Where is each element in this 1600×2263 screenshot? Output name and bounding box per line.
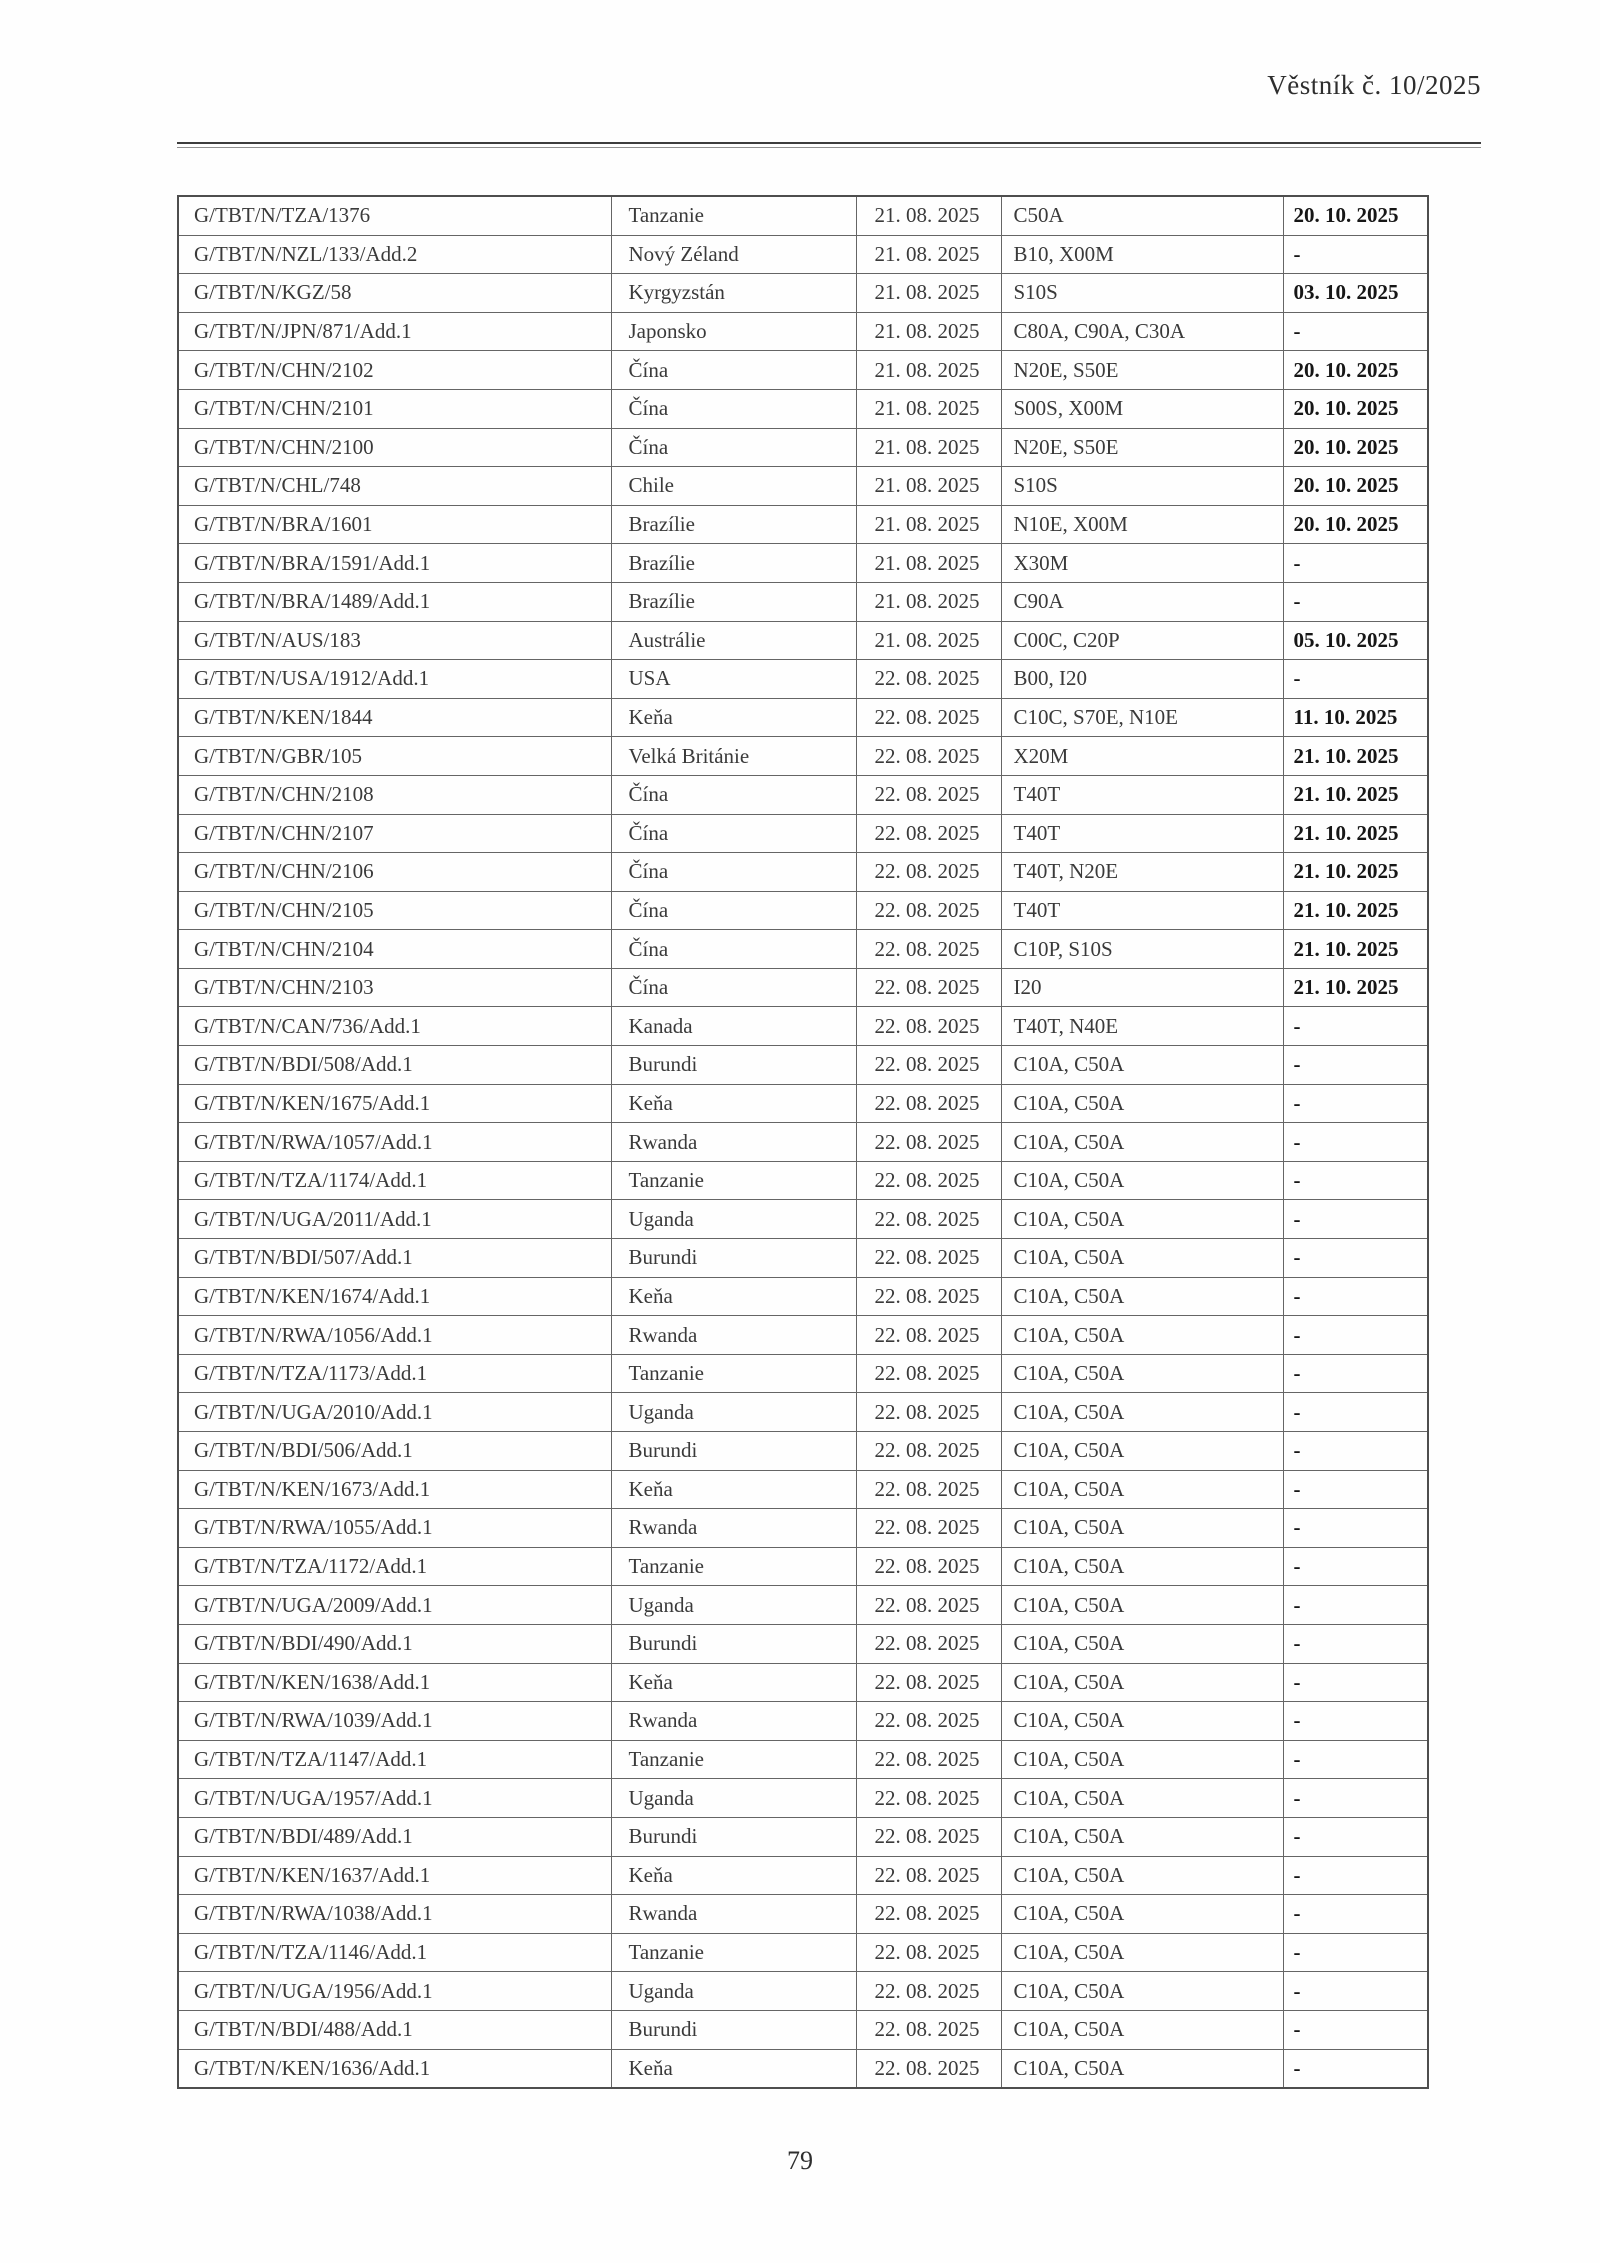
notification-cell: G/TBT/N/UGA/2009/Add.1: [178, 1586, 611, 1625]
codes-cell: C90A: [1001, 582, 1283, 621]
table-row: [178, 2010, 1428, 2049]
codes-cell: C10A, C50A: [1001, 1354, 1283, 1393]
notification-cell: G/TBT/N/BDI/508/Add.1: [178, 1046, 611, 1085]
notification-cell: G/TBT/N/CHN/2100: [178, 428, 611, 467]
notification-cell: G/TBT/N/CHN/2103: [178, 968, 611, 1007]
country-cell: Rwanda: [611, 1702, 856, 1741]
table-row: [178, 1123, 1428, 1162]
country-cell: Brazílie: [611, 582, 856, 621]
deadline-cell: 21. 10. 2025: [1283, 737, 1428, 776]
deadline-cell: -: [1283, 1007, 1428, 1046]
codes-cell: X30M: [1001, 544, 1283, 583]
country-cell: Burundi: [611, 1817, 856, 1856]
table-row: [178, 1817, 1428, 1856]
codes-cell: T40T: [1001, 891, 1283, 930]
country-cell: Kyrgyzstán: [611, 274, 856, 313]
table-row: [178, 930, 1428, 969]
date-cell: 21. 08. 2025: [856, 235, 1001, 274]
date-cell: 21. 08. 2025: [856, 544, 1001, 583]
table-row: [178, 1895, 1428, 1934]
country-cell: Uganda: [611, 1972, 856, 2011]
table-row: [178, 1663, 1428, 1702]
table-row: [178, 891, 1428, 930]
country-cell: Keňa: [611, 1084, 856, 1123]
deadline-cell: 21. 10. 2025: [1283, 891, 1428, 930]
date-cell: 22. 08. 2025: [856, 930, 1001, 969]
notification-cell: G/TBT/N/CHN/2108: [178, 775, 611, 814]
date-cell: 21. 08. 2025: [856, 582, 1001, 621]
country-cell: Uganda: [611, 1200, 856, 1239]
codes-cell: B10, X00M: [1001, 235, 1283, 274]
table-row: [178, 1316, 1428, 1355]
date-cell: 22. 08. 2025: [856, 1586, 1001, 1625]
date-cell: 21. 08. 2025: [856, 312, 1001, 351]
deadline-cell: 03. 10. 2025: [1283, 274, 1428, 313]
date-cell: 22. 08. 2025: [856, 2049, 1001, 2088]
deadline-cell: -: [1283, 1354, 1428, 1393]
table-row: [178, 428, 1428, 467]
page-header-title: Věstník č. 10/2025: [1267, 70, 1481, 100]
codes-cell: C10A, C50A: [1001, 1740, 1283, 1779]
codes-cell: I20: [1001, 968, 1283, 1007]
notification-cell: G/TBT/N/CHN/2107: [178, 814, 611, 853]
table-row: [178, 1393, 1428, 1432]
date-cell: 22. 08. 2025: [856, 1316, 1001, 1355]
codes-cell: C10A, C50A: [1001, 1470, 1283, 1509]
codes-cell: B00, I20: [1001, 660, 1283, 699]
country-cell: Burundi: [611, 2010, 856, 2049]
codes-cell: C10A, C50A: [1001, 1972, 1283, 2011]
country-cell: Rwanda: [611, 1895, 856, 1934]
date-cell: 22. 08. 2025: [856, 1547, 1001, 1586]
country-cell: Velká Británie: [611, 737, 856, 776]
deadline-cell: -: [1283, 1509, 1428, 1548]
date-cell: 21. 08. 2025: [856, 621, 1001, 660]
codes-cell: T40T: [1001, 775, 1283, 814]
country-cell: Austrálie: [611, 621, 856, 660]
codes-cell: C80A, C90A, C30A: [1001, 312, 1283, 351]
date-cell: 22. 08. 2025: [856, 1933, 1001, 1972]
deadline-cell: 20. 10. 2025: [1283, 505, 1428, 544]
notification-cell: G/TBT/N/BRA/1489/Add.1: [178, 582, 611, 621]
table-row: [178, 1972, 1428, 2011]
country-cell: Čína: [611, 891, 856, 930]
deadline-cell: -: [1283, 1702, 1428, 1741]
notification-cell: G/TBT/N/BDI/507/Add.1: [178, 1239, 611, 1278]
codes-cell: C10A, C50A: [1001, 1239, 1283, 1278]
date-cell: 22. 08. 2025: [856, 1740, 1001, 1779]
deadline-cell: -: [1283, 1663, 1428, 1702]
codes-cell: C10A, C50A: [1001, 1123, 1283, 1162]
codes-cell: X20M: [1001, 737, 1283, 776]
deadline-cell: -: [1283, 312, 1428, 351]
deadline-cell: -: [1283, 1740, 1428, 1779]
notification-cell: G/TBT/N/TZA/1173/Add.1: [178, 1354, 611, 1393]
notification-cell: G/TBT/N/TZA/1146/Add.1: [178, 1933, 611, 1972]
deadline-cell: -: [1283, 1624, 1428, 1663]
codes-cell: C10A, C50A: [1001, 1161, 1283, 1200]
table-row: [178, 1547, 1428, 1586]
date-cell: 22. 08. 2025: [856, 1895, 1001, 1934]
deadline-cell: -: [1283, 2010, 1428, 2049]
codes-cell: T40T, N40E: [1001, 1007, 1283, 1046]
notification-cell: G/TBT/N/AUS/183: [178, 621, 611, 660]
table-row: [178, 1277, 1428, 1316]
date-cell: 22. 08. 2025: [856, 853, 1001, 892]
table-row: [178, 235, 1428, 274]
notification-cell: G/TBT/N/UGA/2011/Add.1: [178, 1200, 611, 1239]
notification-cell: G/TBT/N/BDI/490/Add.1: [178, 1624, 611, 1663]
country-cell: Keňa: [611, 1663, 856, 1702]
notification-cell: G/TBT/N/TZA/1174/Add.1: [178, 1161, 611, 1200]
country-cell: Burundi: [611, 1624, 856, 1663]
country-cell: Čína: [611, 853, 856, 892]
date-cell: 22. 08. 2025: [856, 968, 1001, 1007]
date-cell: 22. 08. 2025: [856, 1624, 1001, 1663]
date-cell: 22. 08. 2025: [856, 660, 1001, 699]
country-cell: Čína: [611, 968, 856, 1007]
codes-cell: N20E, S50E: [1001, 351, 1283, 390]
table-row: [178, 467, 1428, 506]
notification-cell: G/TBT/N/KEN/1844: [178, 698, 611, 737]
country-cell: Rwanda: [611, 1316, 856, 1355]
table-row: [178, 1432, 1428, 1471]
table-row: [178, 814, 1428, 853]
deadline-cell: -: [1283, 1895, 1428, 1934]
codes-cell: C10A, C50A: [1001, 1702, 1283, 1741]
deadline-cell: -: [1283, 2049, 1428, 2088]
country-cell: Čína: [611, 389, 856, 428]
deadline-cell: -: [1283, 1200, 1428, 1239]
country-cell: Rwanda: [611, 1123, 856, 1162]
date-cell: 22. 08. 2025: [856, 1007, 1001, 1046]
deadline-cell: 20. 10. 2025: [1283, 389, 1428, 428]
country-cell: Tanzanie: [611, 1161, 856, 1200]
table-row: [178, 621, 1428, 660]
codes-cell: C50A: [1001, 196, 1283, 235]
notification-cell: G/TBT/N/CHN/2105: [178, 891, 611, 930]
deadline-cell: -: [1283, 544, 1428, 583]
table-row: [178, 698, 1428, 737]
date-cell: 22. 08. 2025: [856, 1470, 1001, 1509]
date-cell: 21. 08. 2025: [856, 274, 1001, 313]
date-cell: 22. 08. 2025: [856, 1161, 1001, 1200]
deadline-cell: -: [1283, 1277, 1428, 1316]
table-row: [178, 1200, 1428, 1239]
codes-cell: C10A, C50A: [1001, 1277, 1283, 1316]
deadline-cell: -: [1283, 1779, 1428, 1818]
deadline-cell: -: [1283, 1316, 1428, 1355]
table-row: [178, 737, 1428, 776]
country-cell: Keňa: [611, 1856, 856, 1895]
codes-cell: C10A, C50A: [1001, 1316, 1283, 1355]
deadline-cell: -: [1283, 582, 1428, 621]
notification-cell: G/TBT/N/KEN/1637/Add.1: [178, 1856, 611, 1895]
country-cell: Kanada: [611, 1007, 856, 1046]
deadline-cell: -: [1283, 1933, 1428, 1972]
codes-cell: C10A, C50A: [1001, 1895, 1283, 1934]
codes-cell: N20E, S50E: [1001, 428, 1283, 467]
country-cell: Čína: [611, 428, 856, 467]
country-cell: Uganda: [611, 1779, 856, 1818]
table-row: [178, 389, 1428, 428]
notification-cell: G/TBT/N/CHN/2102: [178, 351, 611, 390]
deadline-cell: -: [1283, 1432, 1428, 1471]
codes-cell: T40T, N20E: [1001, 853, 1283, 892]
date-cell: 22. 08. 2025: [856, 2010, 1001, 2049]
notification-cell: G/TBT/N/BDI/489/Add.1: [178, 1817, 611, 1856]
notification-cell: G/TBT/N/BDI/506/Add.1: [178, 1432, 611, 1471]
date-cell: 22. 08. 2025: [856, 1277, 1001, 1316]
date-cell: 21. 08. 2025: [856, 428, 1001, 467]
table-row: [178, 1046, 1428, 1085]
notification-cell: G/TBT/N/TZA/1172/Add.1: [178, 1547, 611, 1586]
notification-cell: G/TBT/N/CHN/2101: [178, 389, 611, 428]
deadline-cell: 05. 10. 2025: [1283, 621, 1428, 660]
codes-cell: C10A, C50A: [1001, 1933, 1283, 1972]
notification-cell: G/TBT/N/KEN/1673/Add.1: [178, 1470, 611, 1509]
country-cell: Čína: [611, 814, 856, 853]
table-body: [178, 196, 1428, 2088]
notification-cell: G/TBT/N/TZA/1147/Add.1: [178, 1740, 611, 1779]
country-cell: Tanzanie: [611, 1740, 856, 1779]
date-cell: 21. 08. 2025: [856, 389, 1001, 428]
date-cell: 22. 08. 2025: [856, 737, 1001, 776]
deadline-cell: 11. 10. 2025: [1283, 698, 1428, 737]
table-row: [178, 1509, 1428, 1548]
notification-cell: G/TBT/N/RWA/1057/Add.1: [178, 1123, 611, 1162]
deadline-cell: 20. 10. 2025: [1283, 196, 1428, 235]
notification-cell: G/TBT/N/KEN/1638/Add.1: [178, 1663, 611, 1702]
date-cell: 22. 08. 2025: [856, 891, 1001, 930]
deadline-cell: -: [1283, 1470, 1428, 1509]
notification-cell: G/TBT/N/KEN/1674/Add.1: [178, 1277, 611, 1316]
codes-cell: C10A, C50A: [1001, 1586, 1283, 1625]
notification-cell: G/TBT/N/UGA/1957/Add.1: [178, 1779, 611, 1818]
codes-cell: C10A, C50A: [1001, 2010, 1283, 2049]
notification-cell: G/TBT/N/BRA/1591/Add.1: [178, 544, 611, 583]
table-row: [178, 505, 1428, 544]
codes-cell: N10E, X00M: [1001, 505, 1283, 544]
date-cell: 22. 08. 2025: [856, 698, 1001, 737]
notification-cell: G/TBT/N/NZL/133/Add.2: [178, 235, 611, 274]
deadline-cell: 21. 10. 2025: [1283, 930, 1428, 969]
date-cell: 22. 08. 2025: [856, 1239, 1001, 1278]
table-row: [178, 1624, 1428, 1663]
page-number: 79: [787, 2146, 813, 2175]
country-cell: Keňa: [611, 2049, 856, 2088]
codes-cell: S10S: [1001, 467, 1283, 506]
country-cell: Brazílie: [611, 505, 856, 544]
country-cell: Burundi: [611, 1432, 856, 1471]
date-cell: 21. 08. 2025: [856, 351, 1001, 390]
country-cell: Čína: [611, 351, 856, 390]
country-cell: Tanzanie: [611, 1547, 856, 1586]
codes-cell: C10A, C50A: [1001, 1432, 1283, 1471]
table-row: [178, 1779, 1428, 1818]
deadline-cell: 21. 10. 2025: [1283, 968, 1428, 1007]
country-cell: Japonsko: [611, 312, 856, 351]
codes-cell: C10P, S10S: [1001, 930, 1283, 969]
date-cell: 22. 08. 2025: [856, 1972, 1001, 2011]
notification-cell: G/TBT/N/KEN/1675/Add.1: [178, 1084, 611, 1123]
deadline-cell: -: [1283, 1123, 1428, 1162]
notification-cell: G/TBT/N/CAN/736/Add.1: [178, 1007, 611, 1046]
date-cell: 21. 08. 2025: [856, 505, 1001, 544]
codes-cell: C10A, C50A: [1001, 1200, 1283, 1239]
deadline-cell: -: [1283, 1239, 1428, 1278]
codes-cell: C10A, C50A: [1001, 1817, 1283, 1856]
deadline-cell: -: [1283, 1856, 1428, 1895]
date-cell: 22. 08. 2025: [856, 1046, 1001, 1085]
country-cell: Burundi: [611, 1046, 856, 1085]
country-cell: Čína: [611, 775, 856, 814]
table-row: [178, 1239, 1428, 1278]
deadline-cell: 21. 10. 2025: [1283, 814, 1428, 853]
codes-cell: C10A, C50A: [1001, 2049, 1283, 2088]
date-cell: 22. 08. 2025: [856, 1702, 1001, 1741]
table-row: [178, 2049, 1428, 2088]
table-row: [178, 1161, 1428, 1200]
notification-cell: G/TBT/N/GBR/105: [178, 737, 611, 776]
codes-cell: T40T: [1001, 814, 1283, 853]
deadline-cell: 20. 10. 2025: [1283, 467, 1428, 506]
table-row: [178, 853, 1428, 892]
deadline-cell: -: [1283, 660, 1428, 699]
table-row: [178, 1470, 1428, 1509]
codes-cell: C10A, C50A: [1001, 1393, 1283, 1432]
codes-cell: S00S, X00M: [1001, 389, 1283, 428]
codes-cell: C00C, C20P: [1001, 621, 1283, 660]
deadline-cell: -: [1283, 1046, 1428, 1085]
deadline-cell: -: [1283, 1084, 1428, 1123]
codes-cell: C10A, C50A: [1001, 1084, 1283, 1123]
table-row: [178, 1856, 1428, 1895]
table-row: [178, 544, 1428, 583]
country-cell: Chile: [611, 467, 856, 506]
table-row: [178, 660, 1428, 699]
codes-cell: C10A, C50A: [1001, 1663, 1283, 1702]
notification-cell: G/TBT/N/USA/1912/Add.1: [178, 660, 611, 699]
notification-cell: G/TBT/N/UGA/1956/Add.1: [178, 1972, 611, 2011]
table-row: [178, 351, 1428, 390]
country-cell: Čína: [611, 930, 856, 969]
notification-cell: G/TBT/N/RWA/1039/Add.1: [178, 1702, 611, 1741]
date-cell: 22. 08. 2025: [856, 1779, 1001, 1818]
notification-cell: G/TBT/N/RWA/1038/Add.1: [178, 1895, 611, 1934]
notification-cell: G/TBT/N/KGZ/58: [178, 274, 611, 313]
deadline-cell: -: [1283, 1393, 1428, 1432]
table-row: [178, 582, 1428, 621]
codes-cell: C10A, C50A: [1001, 1856, 1283, 1895]
date-cell: 22. 08. 2025: [856, 1084, 1001, 1123]
country-cell: Uganda: [611, 1586, 856, 1625]
country-cell: Keňa: [611, 1277, 856, 1316]
codes-cell: C10A, C50A: [1001, 1779, 1283, 1818]
notification-cell: G/TBT/N/CHN/2104: [178, 930, 611, 969]
notification-cell: G/TBT/N/BRA/1601: [178, 505, 611, 544]
country-cell: Tanzanie: [611, 1354, 856, 1393]
deadline-cell: -: [1283, 1972, 1428, 2011]
table-row: [178, 196, 1428, 235]
deadline-cell: 21. 10. 2025: [1283, 775, 1428, 814]
table-row: [178, 1933, 1428, 1972]
table-row: [178, 1354, 1428, 1393]
tbt-notifications-table: [177, 195, 1429, 2089]
table-row: [178, 312, 1428, 351]
codes-cell: C10A, C50A: [1001, 1547, 1283, 1586]
header-rule-divider: [177, 142, 1481, 148]
codes-cell: S10S: [1001, 274, 1283, 313]
country-cell: Burundi: [611, 1239, 856, 1278]
notification-cell: G/TBT/N/RWA/1056/Add.1: [178, 1316, 611, 1355]
notification-cell: G/TBT/N/KEN/1636/Add.1: [178, 2049, 611, 2088]
table-row: [178, 274, 1428, 313]
table-row: [178, 1740, 1428, 1779]
date-cell: 22. 08. 2025: [856, 1432, 1001, 1471]
codes-cell: C10A, C50A: [1001, 1624, 1283, 1663]
date-cell: 22. 08. 2025: [856, 1393, 1001, 1432]
deadline-cell: -: [1283, 235, 1428, 274]
date-cell: 22. 08. 2025: [856, 1817, 1001, 1856]
notification-cell: G/TBT/N/TZA/1376: [178, 196, 611, 235]
notification-cell: G/TBT/N/JPN/871/Add.1: [178, 312, 611, 351]
deadline-cell: -: [1283, 1547, 1428, 1586]
notification-cell: G/TBT/N/BDI/488/Add.1: [178, 2010, 611, 2049]
deadline-cell: 20. 10. 2025: [1283, 428, 1428, 467]
notification-cell: G/TBT/N/RWA/1055/Add.1: [178, 1509, 611, 1548]
codes-cell: C10A, C50A: [1001, 1509, 1283, 1548]
country-cell: Keňa: [611, 698, 856, 737]
date-cell: 22. 08. 2025: [856, 1856, 1001, 1895]
date-cell: 22. 08. 2025: [856, 1123, 1001, 1162]
date-cell: 22. 08. 2025: [856, 1509, 1001, 1548]
table-row: [178, 1084, 1428, 1123]
country-cell: Brazílie: [611, 544, 856, 583]
table-row: [178, 968, 1428, 1007]
country-cell: Uganda: [611, 1393, 856, 1432]
codes-cell: C10A, C50A: [1001, 1046, 1283, 1085]
country-cell: USA: [611, 660, 856, 699]
table-row: [178, 1702, 1428, 1741]
date-cell: 22. 08. 2025: [856, 1354, 1001, 1393]
table-row: [178, 1586, 1428, 1625]
date-cell: 22. 08. 2025: [856, 1200, 1001, 1239]
date-cell: 22. 08. 2025: [856, 814, 1001, 853]
date-cell: 22. 08. 2025: [856, 1663, 1001, 1702]
codes-cell: C10C, S70E, N10E: [1001, 698, 1283, 737]
country-cell: Tanzanie: [611, 1933, 856, 1972]
date-cell: 21. 08. 2025: [856, 196, 1001, 235]
country-cell: Keňa: [611, 1470, 856, 1509]
date-cell: 22. 08. 2025: [856, 775, 1001, 814]
country-cell: Tanzanie: [611, 196, 856, 235]
country-cell: Nový Zéland: [611, 235, 856, 274]
deadline-cell: -: [1283, 1161, 1428, 1200]
table-row: [178, 1007, 1428, 1046]
deadline-cell: 21. 10. 2025: [1283, 853, 1428, 892]
deadline-cell: -: [1283, 1586, 1428, 1625]
date-cell: 21. 08. 2025: [856, 467, 1001, 506]
country-cell: Rwanda: [611, 1509, 856, 1548]
notification-cell: G/TBT/N/CHL/748: [178, 467, 611, 506]
deadline-cell: 20. 10. 2025: [1283, 351, 1428, 390]
notification-cell: G/TBT/N/UGA/2010/Add.1: [178, 1393, 611, 1432]
table-row: [178, 775, 1428, 814]
notification-cell: G/TBT/N/CHN/2106: [178, 853, 611, 892]
deadline-cell: -: [1283, 1817, 1428, 1856]
